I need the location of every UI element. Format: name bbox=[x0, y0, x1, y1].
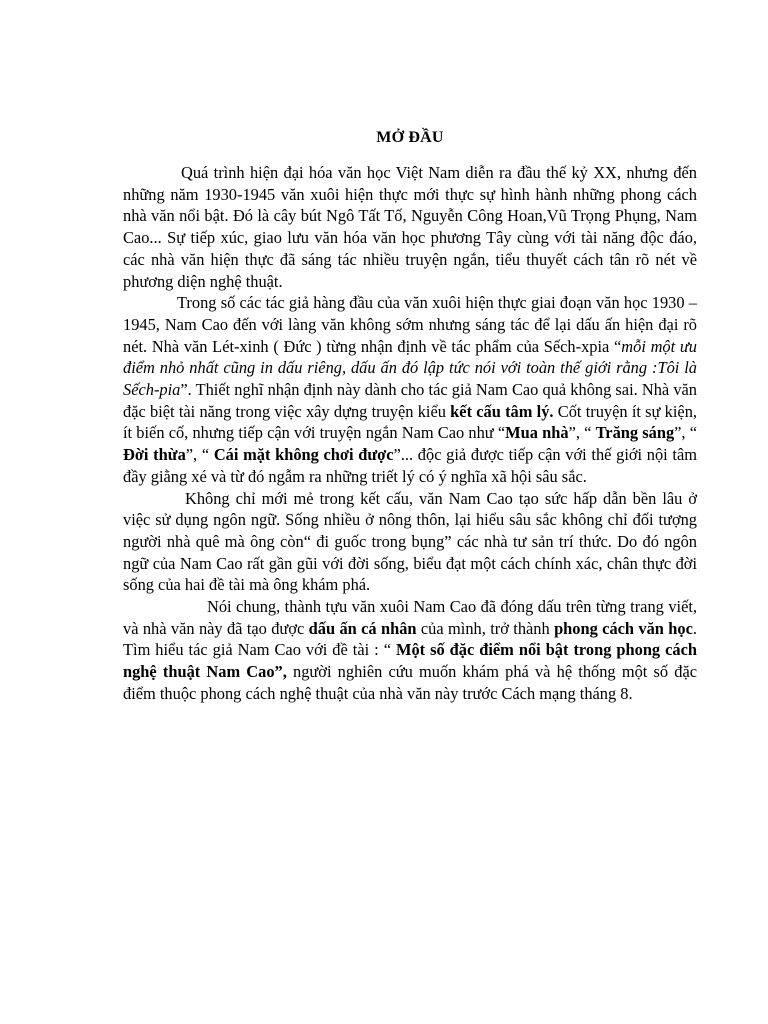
quote-separator: ”, “ bbox=[185, 445, 214, 465]
paragraph-4-text: Nói chung, thành tựu văn xuôi Nam Cao đã đóng dấu trên từng trang viết, và nhà văn này đã tạo được bbox=[123, 597, 697, 638]
paragraph-4-text: của mình, trở thành bbox=[416, 618, 555, 638]
paragraph-2 bbox=[123, 292, 697, 487]
paragraph-3-text: Không chỉ mới mẻ trong kết cấu, văn Nam Cao tạo sức hấp dẫn bền lâu ở việc sử dụng ngôn ngữ. Sống nhiều ở nông thôn, lại hiểu sâu sắc không chỉ đối tượng người nhà quê mà ông còn“ đi guốc trong bụng” các nhà tư sản trí thức. Do đó ngôn ngữ của Nam Cao rất gần gũi với đời sống, biểu đạt một cách chính xác, chân thực đời sống của hai đề tài mà ông khám phá. bbox=[123, 488, 697, 595]
paragraph-4 bbox=[123, 596, 697, 705]
paragraph-4-text: người nghiên cứu muốn khám phá và hệ thống một số đặc điểm thuộc phong cách nghệ thuật của nhà văn này trước Cách mạng tháng 8. bbox=[123, 662, 698, 703]
emphasis-literary-style: phong cách văn học bbox=[554, 618, 693, 638]
paragraph-1 bbox=[123, 162, 697, 292]
emphasis-personal-mark: dấu ấn cá nhân bbox=[308, 618, 417, 638]
paragraph-2-text: ”. Thiết nghĩ nhận định này dành cho tác giả Nam Cao quả không sai. Nhà văn đặc biệt tài năng trong việc xây dựng truyện kiểu bbox=[123, 380, 697, 421]
paragraph-3 bbox=[123, 488, 697, 597]
document-title: MỞ ĐẦU bbox=[376, 129, 444, 146]
emphasis-psychological-structure: kết cấu tâm lý. bbox=[450, 401, 554, 421]
story-title-trang-sang: Trăng sáng bbox=[595, 423, 675, 443]
document-page bbox=[123, 126, 697, 705]
paragraph-2-text: ”... độc giả được tiếp cận với thế giới nội tâm đầy giằng xé và từ đó ngẫm ra những triết lý có ý nghĩa xã hội sâu sắc. bbox=[123, 445, 698, 486]
paragraph-1-text: Quá trình hiện đại hóa văn học Việt Nam diễn ra đầu thế kỷ XX, nhưng đến những năm 1930-1945 văn xuôi hiện thực mới thực sự hình hành những phong cách nhà văn nổi bật. Đó là cây bút Ngô Tất Tố, Nguyễn Công Hoan,Vũ Trọng Phụng, Nam Cao... Sự tiếp xúc, giao lưu văn hóa văn học phương Tây cùng với tài năng độc đáo, các nhà văn hiện thực đã sáng tác nhiều truyện ngắn, tiểu thuyết cách tân rõ nét về phương diện nghệ thuật. bbox=[123, 163, 697, 291]
quote-separator: ”, “ bbox=[674, 423, 697, 443]
paragraph-2-text: Trong số các tác giả hàng đầu của văn xuôi hiện thực giai đoạn văn học 1930 – 1945, Nam Cao đến với làng văn không sớm nhưng sáng tác để lại dấu ấn hiện đại rõ nét. Nhà văn Lét-xinh ( Đức ) từng nhận định về tác phẩm của Sếch-xpia “ bbox=[123, 293, 697, 356]
quote-separator: ”, “ bbox=[568, 423, 596, 443]
paragraph-4-text: . Tìm hiểu tác giả Nam Cao với đề tài : “ bbox=[123, 618, 697, 660]
story-title-doi-thua: Đời thừa bbox=[123, 445, 186, 465]
story-title-mua-nha: Mua nhà bbox=[505, 423, 569, 443]
story-title-cai-mat: Cái mặt không chơi được bbox=[213, 445, 394, 465]
topic-title: Một số đặc điểm nổi bật trong phong cách nghệ thuật Nam Cao”, bbox=[123, 640, 697, 682]
lessing-quote: mỗi một ưu điểm nhỏ nhất cũng in dấu riêng, dấu ấn đó lập tức nói với toàn thế giới rằng :Tôi là Sếch-pia bbox=[123, 336, 697, 400]
paragraph-2-text: Cốt truyện ít sự kiện, ít biến cố, nhưng tiếp cận với truyện ngắn Nam Cao như “ bbox=[123, 401, 697, 443]
